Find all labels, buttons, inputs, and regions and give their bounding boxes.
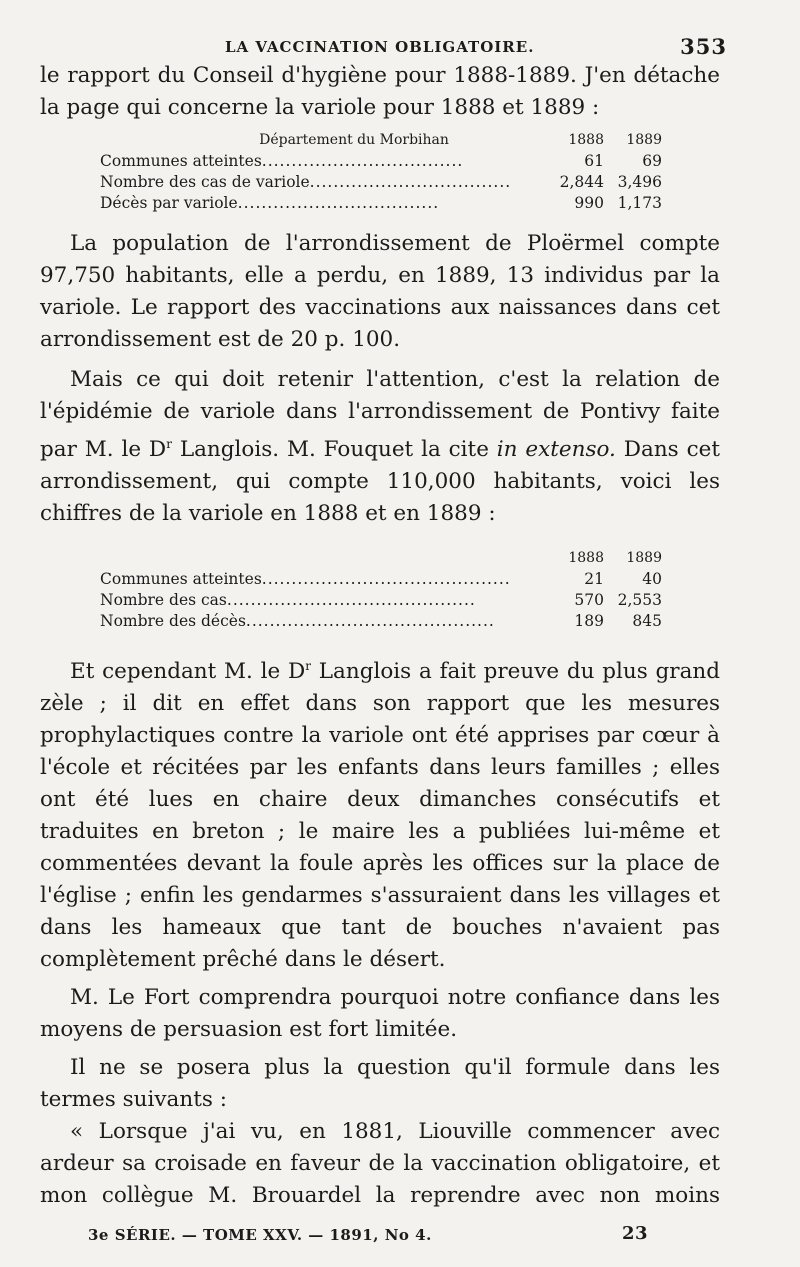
cell-1889: 3,496 <box>617 173 662 191</box>
table-row <box>100 193 662 214</box>
cell-1888: 570 <box>574 591 604 610</box>
table-row <box>100 569 662 590</box>
paragraph-7: « Lorsque j'ai vu, en 1881, Liouville commencer avec ardeur sa croisade en faveur de la vaccination obligatoire, et mon collègue M. Brouardel la reprendre avec non moins <box>40 1119 720 1209</box>
leader-dots: .................................. <box>309 173 512 191</box>
row-label: Communes atteintes <box>100 570 262 589</box>
page-number: 353 <box>680 34 727 59</box>
table-morbihan <box>100 130 662 214</box>
series-line: 3e SÉRIE. — TOME XXV. — 1891, No 4. <box>88 1226 432 1244</box>
col-1888: 1888 <box>568 550 604 567</box>
leader-dots: .......................................... <box>245 612 495 631</box>
table-row <box>100 611 662 632</box>
col-1888: 1888 <box>568 132 604 148</box>
table-row <box>100 590 662 611</box>
cell-1888: 189 <box>574 612 604 631</box>
paragraph-4: Et cependant M. le $D^r$ Langlois a fait preuve du plus grand zèle ; il dit en effet dans son rapport que les mesures prophylactiques contre la variole ont été apprises par cœur à l'école et récitées par les enfants dans leurs familles ; elles ont été lues en chaire deux dimanches consécutifs et traduites en breton ; le maire les a publiées lui-même et commentées devant la foule après les offices sur la place de l'église ; enfin les gendarmes s'assuraient dans les villages et dans les hameaux que tant de bouches n'avaient pas complètement prêché dans le désert. <box>40 659 721 973</box>
signature-mark: 23 <box>621 1223 648 1244</box>
footer <box>88 1223 658 1244</box>
col-1889: 1889 <box>626 132 662 148</box>
paragraph-5: M. Le Fort comprendra pourquoi notre confiance dans les moyens de persuasion est fort limitée. <box>40 985 720 1043</box>
table-row <box>100 151 662 172</box>
paragraph-1: le rapport du Conseil d'hygiène pour 1888-1889. J'en détache la page qui concerne la variole pour 1888 et 1889 : <box>40 63 720 120</box>
table-header <box>100 130 662 151</box>
cell-1888: 2,844 <box>559 173 604 191</box>
cell-1888: 21 <box>584 570 604 589</box>
cell-1889: 845 <box>632 612 662 631</box>
cell-1889: 1,173 <box>617 194 662 212</box>
leader-dots: .................................. <box>261 152 464 170</box>
running-header <box>40 30 727 60</box>
table-row <box>100 172 662 193</box>
leader-dots: .......................................... <box>226 591 476 610</box>
paragraph-6: Il ne se posera plus la question qu'il formule dans les termes suivants : <box>40 1055 720 1113</box>
cell-1889: 40 <box>642 570 662 589</box>
cell-1888: 61 <box>584 152 604 170</box>
col-1889: 1889 <box>626 550 662 567</box>
row-label: Nombre des cas <box>100 591 227 610</box>
leader-dots: .................................. <box>237 194 440 212</box>
table-pontivy <box>100 548 662 632</box>
cell-1889: 2,553 <box>617 591 662 610</box>
row-label: Nombre des décès <box>100 612 246 631</box>
cell-1888: 990 <box>574 194 604 212</box>
table-header <box>100 548 662 569</box>
row-label: Nombre des cas de variole <box>100 173 310 191</box>
table-caption: Département du Morbihan <box>259 132 449 148</box>
paragraph-3: Mais ce qui doit retenir l'attention, c'est la relation de l'épidémie de variole dans l'arrondissement de Pontivy faite par M. le $D^r$ Langlois. M. Fouquet la cite in extenso. Dans cet arrondissement, qui compte 110,000 habitants, voici les chiffres de la variole en 1888 et en 1889 : <box>40 367 720 527</box>
row-label: Décès par variole <box>100 194 238 212</box>
running-title: LA VACCINATION OBLIGATOIRE. <box>225 38 535 56</box>
page <box>40 30 727 1212</box>
paragraph-2: La population de l'arrondissement de Ploërmel compte 97,750 habitants, elle a perdu, en 1889, 13 individus par la variole. Le rapport des vaccinations aux naissances dans cet arrondissement est de 20 p. 100. <box>40 231 720 352</box>
leader-dots: .......................................... <box>261 570 511 589</box>
cell-1889: 69 <box>642 152 662 170</box>
row-label: Communes atteintes <box>100 152 262 170</box>
